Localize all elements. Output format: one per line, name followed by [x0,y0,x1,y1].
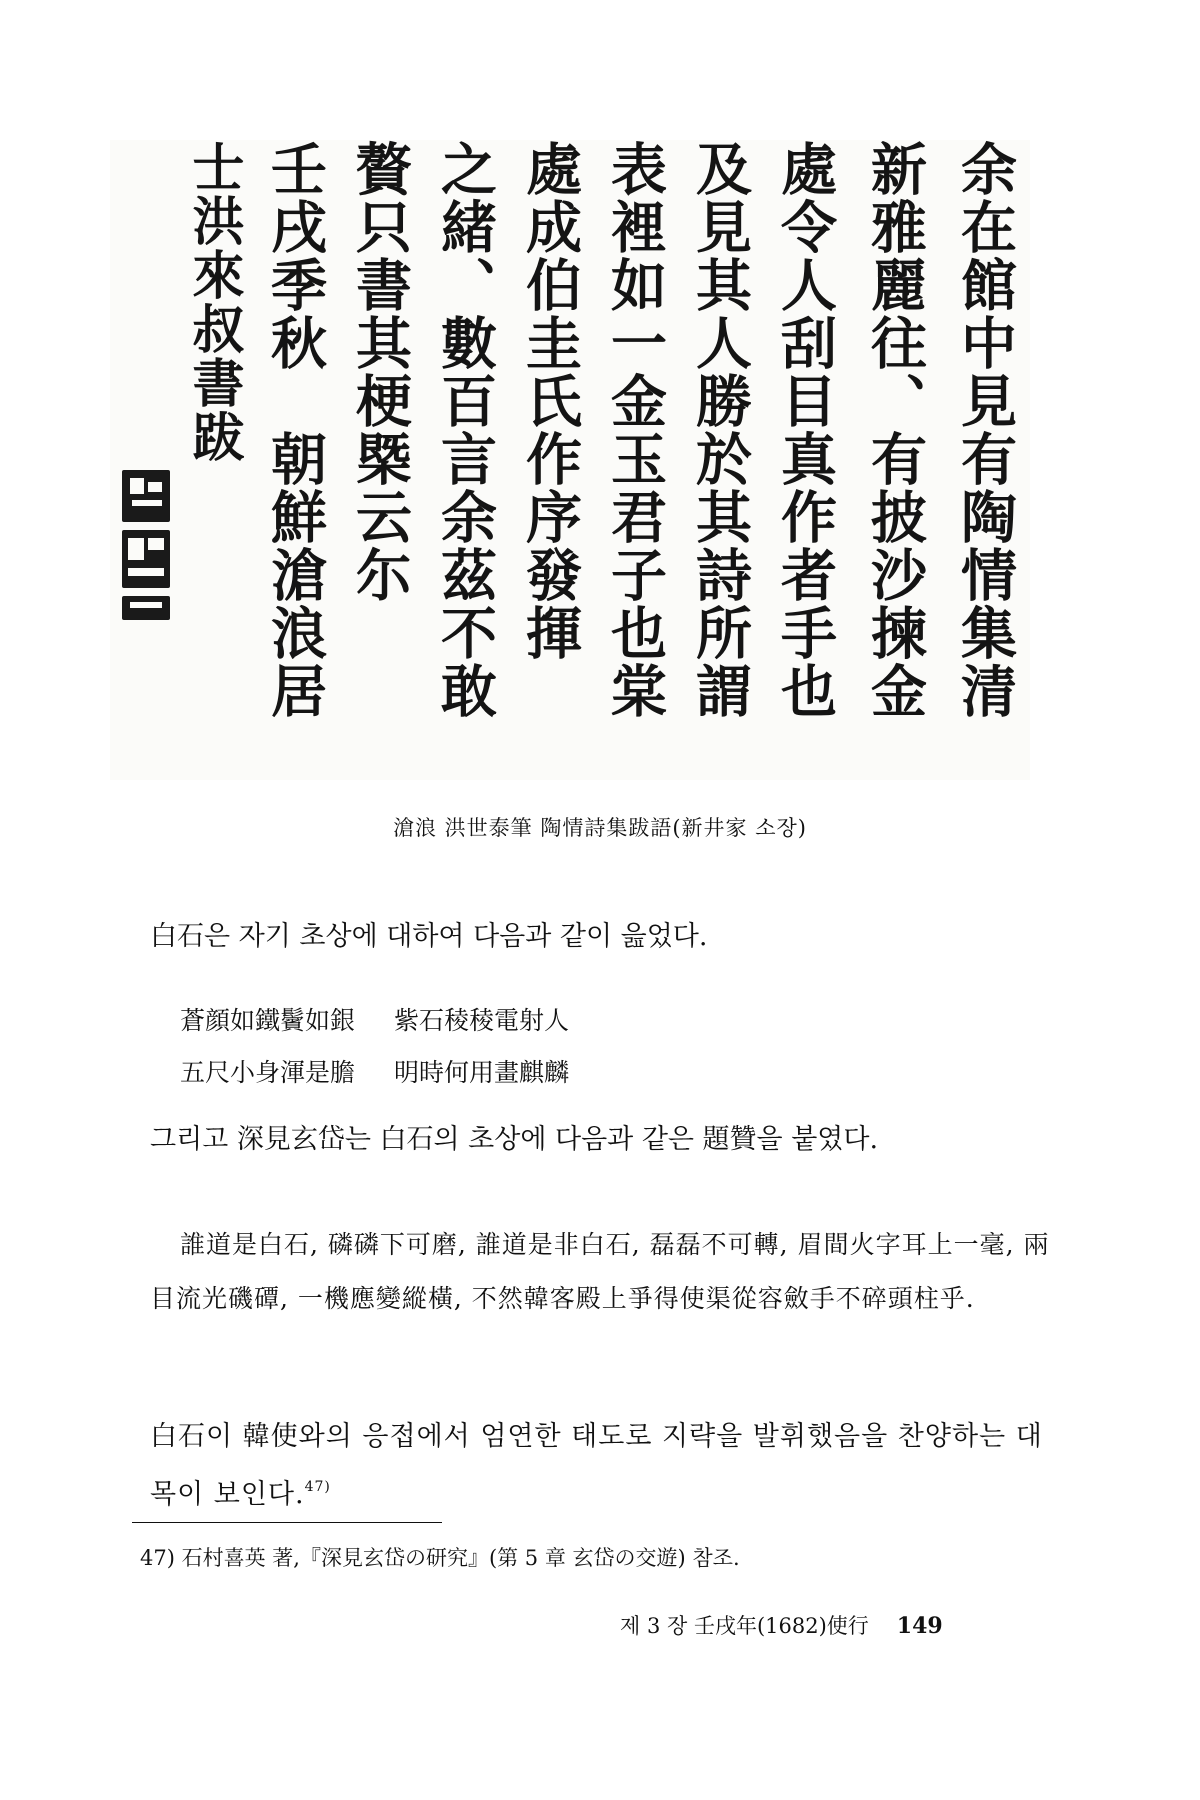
calligraphy-column: 新雅麗往、有披沙揀金 [862,140,928,720]
calligraphy-column: 贅只書其梗槩云尓 [347,140,413,604]
calligraphy-column: 及見其人勝於其詩所謂 [687,140,753,720]
poem-line [180,1047,569,1099]
calligraphy-column: 士洪來叔書跋 [183,140,244,464]
chapter-title: 제 3 장 壬戌年(1682)使行 [620,1614,869,1638]
running-footer [620,1610,943,1640]
calligraphy-column: 處成伯圭氏作序發揮 [517,140,583,662]
seal-stamp-icon [122,470,170,620]
body-paragraph: 白石은 자기 초상에 대하여 다음과 같이 읊었다. [150,921,708,952]
poem-half-right: 明時何用畫麒麟 [394,1058,570,1087]
calligraphy-column: 處令人刮目真作者手也 [772,140,838,720]
body-paragraph [150,1412,1050,1520]
body-text: 白石이 韓使와의 응접에서 엄연한 태도로 지략을 발휘했음을 찬양하는 대목이 보인다. [150,1421,1043,1510]
calligraphy-column: 余在館中見有陶情集清 [952,140,1018,720]
poem-half-left: 五尺小身渾是膽 [180,1058,356,1087]
poem-half-left: 蒼顔如鐵鬢如銀 [180,1006,356,1035]
figure-caption: 滄浪 洪世泰筆 陶情詩集跋語(新井家 소장) [393,816,807,840]
poem-half-right: 紫石稜稜電射人 [394,1006,570,1035]
calligraphy-column: 表裡如一金玉君子也棠 [602,140,668,720]
calligraphy-column: 之緒、數百言余茲不敢 [432,140,498,720]
footnote-divider [132,1522,442,1523]
poem-line [180,995,569,1047]
body-paragraph: 그리고 深見玄岱는 白石의 초상에 다음과 같은 題贊을 붙였다. [150,1124,879,1155]
footnote-marker: 47) [304,1479,331,1495]
poem-block [180,995,569,1099]
calligraphy-plate [110,140,1030,780]
calligraphy-column: 壬戌季秋 朝鮮滄浪居 [262,140,328,720]
quoted-passage: 誰道是白石, 磷磷下可磨, 誰道是非白石, 磊磊不可轉, 眉間火字耳上一毫, 兩目流光磯磹, 一機應變縱橫, 不然韓客殿上爭得使渠從容斂手不碎頭柱乎. [150,1230,1050,1313]
footnote: 47) 石村喜英 著,『深見玄岱の研究』(第 5 章 玄岱の交遊) 참조. [140,1546,740,1570]
page-number: 149 [896,1613,943,1639]
